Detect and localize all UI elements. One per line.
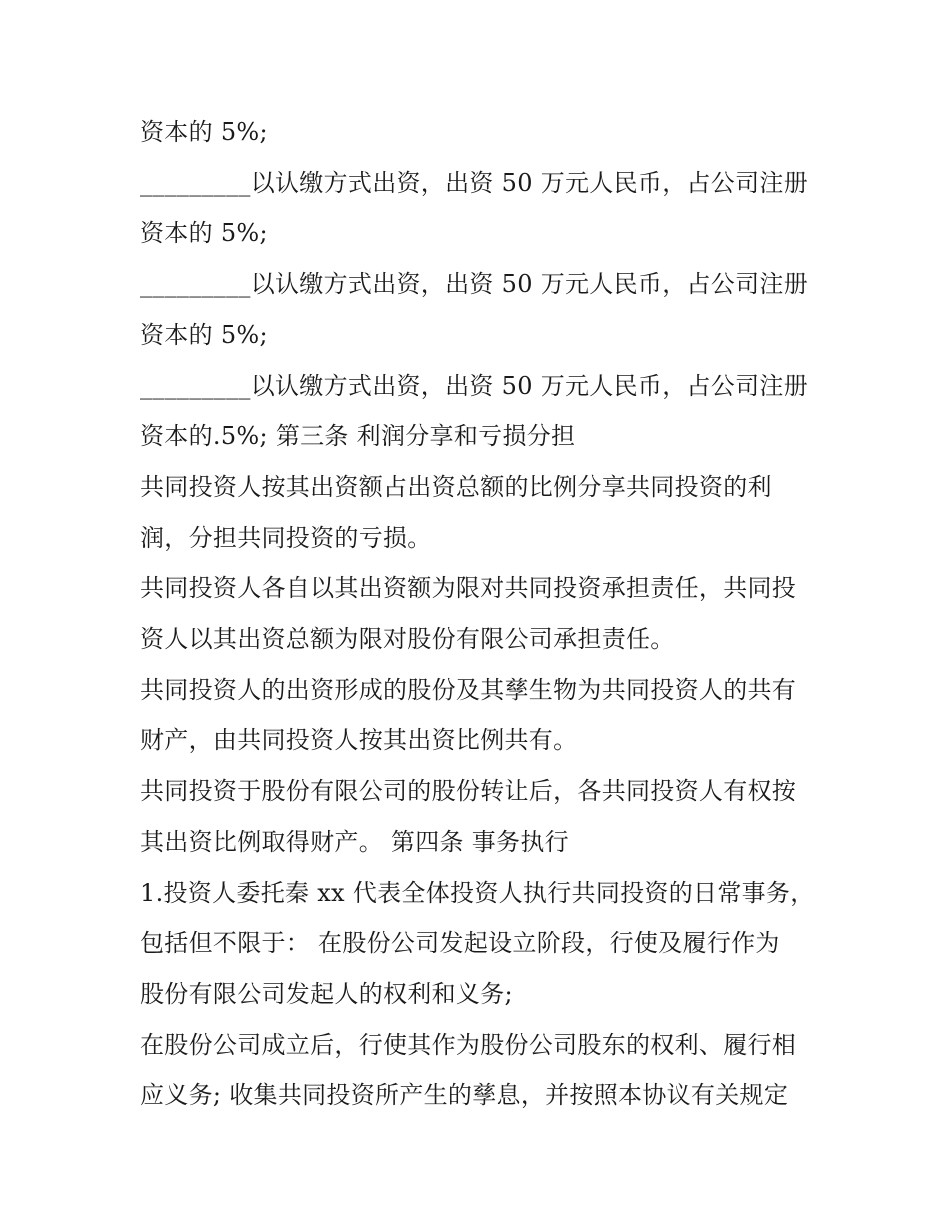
- text-line: 1.投资人委托秦 xx 代表全体投资人执行共同投资的日常事务，: [140, 878, 815, 907]
- text-line: 股份有限公司发起人的权利和义务;: [140, 979, 513, 1008]
- text-line: 在股份公司成立后，行使其作为股份公司股东的权利、履行相: [140, 1030, 797, 1059]
- text-line: 共同投资人的出资形成的股份及其孳生物为共同投资人的共有: [140, 675, 797, 704]
- document-body: [140, 107, 830, 1121]
- text-line: 共同投资人各自以其出资额为限对共同投资承担责任，共同投: [140, 574, 797, 603]
- text-line: 应义务; 收集共同投资所产生的孳息，并按照本协议有关规定: [140, 1081, 789, 1110]
- text-line: _________以认缴方式出资，出资 50 万元人民币，占公司注册: [140, 270, 808, 299]
- text-line: 资本的 5%;: [140, 219, 268, 248]
- text-line: _________以认缴方式出资，出资 50 万元人民币，占公司注册: [140, 371, 808, 400]
- text-line: _________以认缴方式出资，出资 50 万元人民币，占公司注册: [140, 168, 808, 197]
- text-line: 资本的.5%; 第三条 利润分享和亏损分担: [140, 422, 576, 451]
- text-line: 润，分担共同投资的亏损。: [140, 523, 432, 552]
- text-line: 其出资比例取得财产。 第四条 事务执行: [140, 827, 569, 856]
- text-line: 共同投资于股份有限公司的股份转让后，各共同投资人有权按: [140, 777, 797, 806]
- text-line: 共同投资人按其出资额占出资总额的比例分享共同投资的利: [140, 472, 772, 501]
- text-line: 资人以其出资总额为限对股份有限公司承担责任。: [140, 625, 675, 654]
- text-line: 资本的 5%;: [140, 320, 268, 349]
- text-line: 财产，由共同投资人按其出资比例共有。: [140, 726, 578, 755]
- text-line: 包括但不限于： 在股份公司发起设立阶段，行使及履行作为: [140, 929, 780, 958]
- text-line: 资本的 5%;: [140, 118, 268, 146]
